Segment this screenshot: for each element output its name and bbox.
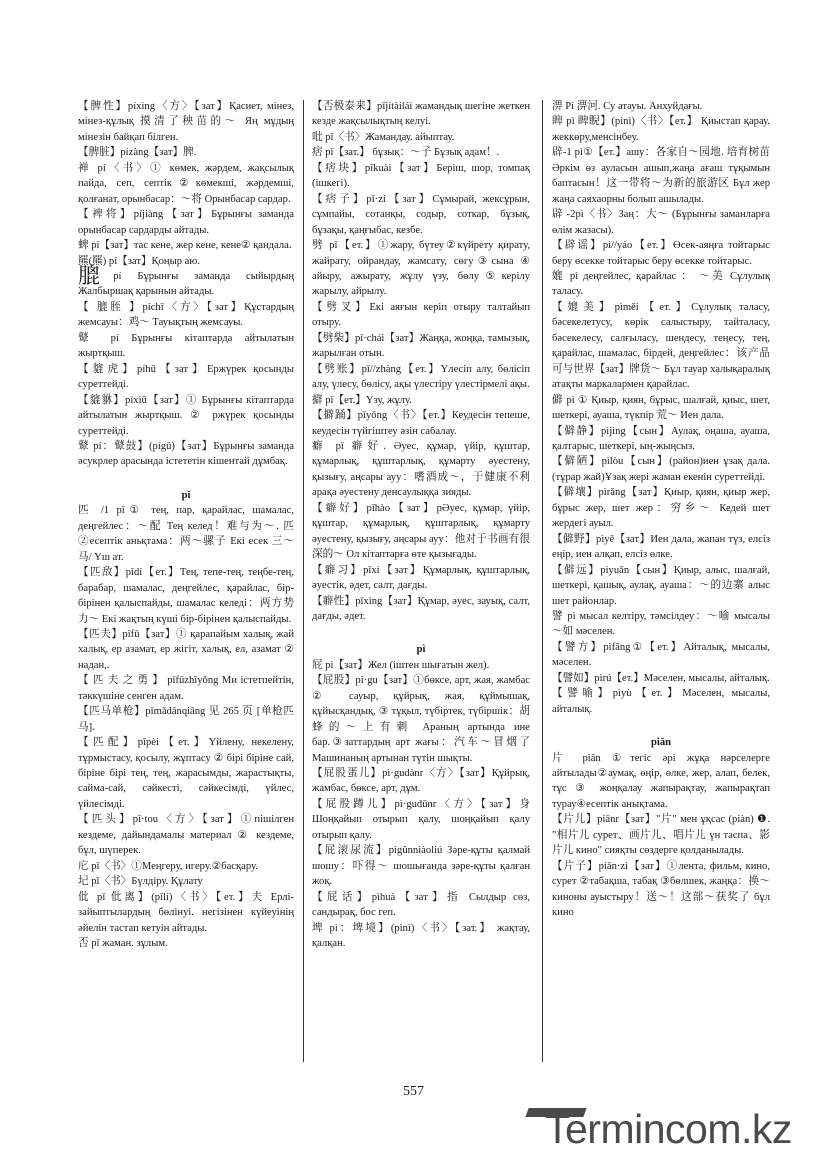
entry-text: 【痞子】pǐ·zi【зат】Сұмырай, жексұрын, сұмпайы, сотанқы, содыр, соткар, бұзық, бұзақы, қаңғыбас, кезбе. xyxy=(312,193,530,236)
entry-text: 吡 pǐ〈书〉Жамандау. айыптау. xyxy=(312,131,455,143)
dictionary-entry xyxy=(78,859,294,874)
entry-text: 譬 pì мысал келтіру, тәмсілдеу：～喻 мысалы ～如 мәселен. xyxy=(552,610,770,638)
entry-text: 【 匹 夫 之 勇 】 pǐfūzhīyǒng Ми істетпейтін, тәккүшіне сенген адам. xyxy=(78,675,294,702)
entry-text: 鼙 pí Бұрынғы кітаптарда айтылатын жыртқыш. xyxy=(78,332,294,360)
dictionary-entry xyxy=(78,207,294,238)
dictionary-entry xyxy=(552,207,770,238)
dictionary-entry xyxy=(552,114,770,145)
dictionary-entry xyxy=(552,99,770,114)
entry-text: 【否极泰来】pǐjítàilái жамандық шегіне жеткен кезде жақсылықтың келуі. xyxy=(312,101,530,128)
heading-spacer xyxy=(312,624,530,642)
entry-text: 擗 pǐ【ет.】Үзу, жұлу. xyxy=(312,394,412,406)
dictionary-entry xyxy=(78,145,294,160)
entry-text: 圮 pǐ〈书〉Бүлдіру. Құлату xyxy=(78,876,203,888)
entry-text: 【脾脏】pízàng【зат】脾. xyxy=(78,147,197,159)
entry-text: 【譬喻】pìyù【ет.】Мәселен, мысалы, айталық. xyxy=(552,688,770,715)
dictionary-entry xyxy=(552,238,770,269)
dictionary-entry xyxy=(78,439,294,470)
entry-text: 【貔貅】píxiū【зат】① Бұрынғы кітаптарда айтылатын жыртқыш. ② ржүрек қосынды суреттейді. xyxy=(78,394,294,437)
entry-text: 辟 -2pì〈书〉Заң：大～ (Бұрынғы заманларға өлім жазасы). xyxy=(552,209,770,236)
dictionary-entry xyxy=(78,735,294,812)
dictionary-entry xyxy=(312,890,530,921)
entry-text: 【匹敌】pǐdí【ет.】Тең, тепе-тең, теңбе-тең, барабар, шамалас, деңгейлес, қарайлас, бір-бірінен қалыспайды, шамалас келеді：两方势力～ Екі жақтың күші бір-бірінен қалыспайды. xyxy=(78,567,294,625)
dictionary-entry xyxy=(78,99,294,145)
entry-text: 片 piān ①тегіс әрі жұқа нәрселерге айтылады②аумақ, өңір, өлке, жер, алап, белек, тұс ③ жоңқалау жапырақтау, жапырақтап турау④есептік анықтама. xyxy=(552,752,770,810)
dictionary-entry xyxy=(312,130,530,145)
logo-text: Termincom.kz xyxy=(545,1106,792,1152)
entry-text: 【痞块】pǐkuài【зат】Беріш, шор, томпақ (ішкегі). xyxy=(312,162,530,190)
entry-text: 匹 /1 pǐ① тең, пар, қарайлас, шамалас, деңгейлес：～配 Тең келед！难与为～. 匹②есептік аньқтама：两～骡子 Екі есек 三～马/ Үш ат. xyxy=(78,505,294,563)
dictionary-entry xyxy=(312,161,530,192)
entry-text: 【擗踊】pǐyǒng〈书〉【ет.】Кеудесін тепеше, кеудесін түйгіштеу әзін сабалау. xyxy=(312,410,530,437)
entry-text: 【劈叉】Екі аяғын керіп отыру талтайып отыру. xyxy=(312,301,530,329)
entry-text: 僻 pì ① Қиыр, қиян, бұрыс, шалғай, қиыс, шет, шеткері, ауаша, түкпір 荒～ Иен дала. xyxy=(552,394,770,422)
page-number: 557 xyxy=(403,1084,424,1099)
dictionary-entry xyxy=(312,673,530,766)
dictionary-entry xyxy=(312,331,530,362)
entry-text: 【裨将】píjiàng【зат】Бұрынғы заманда орынбасар сардарды айтады. xyxy=(78,209,294,236)
dictionary-entry xyxy=(78,161,294,207)
dictionary-entry xyxy=(552,532,770,563)
entry-text: 【屁滚尿流】pìgǔnniàoliú Зәре-құты қалмай шошу：吓得～ шошығанда зәре-құты қалған жоқ. xyxy=(312,845,530,888)
dictionary-entry xyxy=(312,563,530,594)
entry-text: 蜱 pí【зат】тас кене, жер кене, кене② қандала. xyxy=(78,240,292,252)
entry-text: 癖 pǐ 癖好. Әуес, құмар, үйір, құштар, құмарлық, құштарлық, құмарту әуестену, қызығу, аңсары ауу：嗜酒成～，于健康不利 арақа әуестену денсаулыққа зияды. xyxy=(312,440,530,499)
dictionary-entry xyxy=(78,238,294,253)
section-heading: pì xyxy=(416,644,426,656)
dictionary-entry xyxy=(312,594,530,625)
dictionary-entry xyxy=(78,503,294,565)
entry-text: 【僻静】pìjìng【сын】Аулақ, оңаша, ауаша, қалтарыс, шеткері, ың-жыңсыз. xyxy=(552,425,770,452)
dictionary-entry xyxy=(312,658,530,673)
entry-text: 劈 pǐ【ет.】①жару, бүтеу②күйрету қирату, жайрату, ойрандау, жамсату, сөгу③сына ④ айыру, ажырату, жұлу үзу, бөлу⑤керілу жарылу, айрылу. xyxy=(312,240,530,298)
heading-spacer xyxy=(78,470,294,488)
dictionary-entry xyxy=(552,393,770,424)
entry-text: 屁 pì【зат】Жел (іштен шығатын жел). xyxy=(312,659,490,671)
dictionary-entry xyxy=(312,408,530,439)
entry-text: 【僻壤】pìrǎng【зат】Қиыр, қиян, қиыр жер, бұрыс жер, шет жер：穷乡～ Кедей шет жердегі ауыл. xyxy=(552,487,770,530)
entry-text: 【譬方】pìfāng①【ет.】Айталық, мысалы, мәселен. xyxy=(552,641,770,669)
dictionary-entry xyxy=(552,671,770,686)
dictionary-entry xyxy=(312,439,530,501)
entry-text: 【片儿】piānr【зат】"片" мен ұқсас (piàn) ❶. "相片儿 сурет、画片儿、唱片儿 үн таспа、影片儿 кино" сияқты сөздерге қолданылады. xyxy=(552,814,770,857)
entry-text: 【僻野】pìyě【зат】Иен дала, жапан түз, елсіз еңір, иен алқап, елсіз өлке. xyxy=(552,533,770,561)
entry-text: 【劈柴】pǐ·chái【зат】Жаңқа, жоңқа, тамызық, жарылған отын. xyxy=(312,332,530,360)
dictionary-entry xyxy=(312,362,530,393)
dictionary-entry xyxy=(78,300,294,331)
dictionary-entry xyxy=(312,766,530,797)
section-heading: pǐ xyxy=(181,489,191,501)
dictionary-entry xyxy=(552,640,770,671)
dictionary-entry xyxy=(312,192,530,238)
entry-text: 【匹马单枪】pǐmǎdānqiāng 见 265 页 [单枪匹马]. xyxy=(78,706,294,733)
entry-text: 【癖性】pǐxìng【зат】Құмар, әуес, зауық, салт, дағды, әдет. xyxy=(312,595,530,622)
entry-text: 睥 pì 睥睨】(pìnì)〈书〉【ет.】 Қиыстап қарау. жеккөру,менсінбеу. xyxy=(552,116,770,143)
dictionary-entry xyxy=(78,704,294,735)
dictionary-entry xyxy=(552,686,770,717)
entry-text: 【癖习】pǐxí【зат】Құмарлық, құштарлық, әуестік, әдет, салт, дағды. xyxy=(312,564,530,592)
entry-text: 【辟谣】pì//yáo【ет.】Өсек-аяңға тойтарыс беру өсекке тойтарыс беру өсекке тойтарыс. xyxy=(552,240,770,267)
entry-text: 淠 Pì 淠河. Су атауы. Анхуйдағы. xyxy=(552,101,703,112)
entry-text: 【屁股】pì·gu【зат】①бөксе, арт, жая, жамбас ② сауыр, құйрық, жая, құймышақ, құйысқандық, ③ тұқыл, түбіртек, түбіршік：胡蜂的～上有刺 Араның артында ине бар.③заттардың арт жағы：汽车～冒烟了 Машинаның артынан түтін шықты. xyxy=(312,675,530,764)
entry-text: 【劈账】pǐ//zhàng【ет.】Үлесіп алу, бөлісіп алу, үлесу, бөлісу, ақы үлестіру үлестірмелі ақы. xyxy=(312,363,530,391)
entry-text: 【脾性】píxìng〈方〉【зат】Қасиет, мінез, мінез-құлық 摸清了秧苗的～ Яң мұдың мінезін байқап білген. xyxy=(78,101,294,143)
entry-text: 【匹配】pǐpèi【ет.】Үйлену, некелену, тұрмыстасу, қосылу, жұптасу ② бірі біріне сай, біріне бірі тең, тең, жарасымды, жарастықты, сайма-сай, сәйкесті, сәйкесімді, үйлес, үйлесімді. xyxy=(78,737,294,810)
entry-text: 【譬如】pìrú【ет.】Мәселен, мысалы, айталық. xyxy=(552,672,770,684)
entry-text: 禅 pí〈书〉① көмек, жәрдем, жақсылық пайда, сеп, септік②көмекші, жәрдемші, қолғанат, орынбасар：～将 Орынбасар сардар. xyxy=(78,162,294,205)
dictionary-entry xyxy=(312,300,530,331)
dictionary-entry xyxy=(552,609,770,640)
entry-text: 【匹头】pǐ·tou〈方〉【зат】①пішілген кездеме, дайындамалы материал ② кездеме, бұл, шүперек. xyxy=(78,814,294,857)
dictionary-entry xyxy=(552,454,770,485)
dictionary-entry xyxy=(312,797,530,843)
heading-spacer xyxy=(552,717,770,735)
dictionary-entry xyxy=(312,843,530,889)
dictionary-entry xyxy=(78,565,294,627)
entry-text: 仳 pǐ 仳离】(pǐlí)〈书〉【ет.】夫 Ерлі-зайыптылардың бөлінуі. негізінен күйеуінің әйелін тастап кетуін айтады. xyxy=(78,891,294,934)
entry-text: 【癖好】pǐhào【зат】рӘуес, құмар, үйір, құштар, құмарлық, құштарлық, құмарту әуестену, қызығу, аңсары ауу：他对于书画有很深的～ Ол кітаптарға өте қызығады. xyxy=(312,502,530,561)
column-divider xyxy=(303,100,304,1062)
dictionary-entry xyxy=(312,99,530,130)
dictionary-entry xyxy=(78,673,294,704)
entry-text: pí Бұрынғы заманда сыйырдың Жалбыршақ қарынын айтады. xyxy=(78,270,294,298)
headword-glyph: 膍 xyxy=(78,263,114,289)
dictionary-entry xyxy=(78,812,294,858)
dictionary-entry xyxy=(78,331,294,362)
dictionary-entry xyxy=(78,627,294,673)
entry-text: 否 pǐ жаман. зұлым. xyxy=(78,938,168,950)
entry-text: 鼙 pí：鼙鼓】(pígǔ)【зат】Бұрынғы заманда әсукрлер арасында істететін кішентай дұмбақ. xyxy=(78,440,294,468)
entry-text: 辟-1 pì①【ет.】ашу：各家自～园地. 培育树苗 Әркім өз ауласын ашып,жаңа ағаш тұқымын баптасын！这一带将～为新的旅游区 Бұл жер жаңа саяхаорны болып ашылады. xyxy=(552,147,770,205)
dictionary-entry xyxy=(552,859,770,921)
entry-text: 【 膍胵 】píchī〈方〉【зат】Құстардың жемсауы：鸡～ Тауықтың жемсауы. xyxy=(78,301,294,329)
dictionary-entry xyxy=(312,501,530,563)
entry-text: 媲 pì деңгейлес, қарайлас ： ～美 Сұлулық таласу. xyxy=(552,270,770,298)
dictionary-entry xyxy=(552,300,770,393)
dictionary-entry xyxy=(78,874,294,889)
column-left xyxy=(78,99,294,951)
column-right xyxy=(552,99,770,921)
dictionary-entry xyxy=(552,812,770,858)
dictionary-entry xyxy=(312,393,530,408)
entry-text: 埤 pì：埤境】(pìnì)〈书〉【зат.】 жақтау, қалқан. xyxy=(312,922,530,950)
dictionary-entry xyxy=(78,890,294,936)
dictionary-entry xyxy=(552,563,770,609)
dictionary-entry xyxy=(552,751,770,813)
entry-text: 羆(羆) pí【зат】Қоңыр аю. xyxy=(78,255,200,267)
entry-text: 【屁股蛋儿】pì·gudànr〈方〉【зат】Құйрық, жамбас, бөксе, арт, дұм. xyxy=(312,768,530,795)
dictionary-entry xyxy=(78,362,294,393)
dictionary-entry xyxy=(78,936,294,951)
dictionary-entry xyxy=(78,263,294,300)
column-divider xyxy=(542,100,543,1062)
entry-text: 【貔虎】píhǔ【зат】Ержүрек қосынды суреттейді. xyxy=(78,363,294,391)
dictionary-entry xyxy=(312,145,530,160)
entry-text: 【屁话】pìhuà【зат】指 Сылдыр сөз, сандырақ, бос геп. xyxy=(312,891,530,919)
dictionary-entry xyxy=(552,424,770,455)
entry-text: 【片子】piān·zi【зат】①лента, фильм, кино, сурет ②табақша, табақ ③бөлшек, жаңқа：换～ киноны ауыстыру！送～！这部～获奖了 бұл кино xyxy=(552,860,770,919)
site-logo xyxy=(527,1100,827,1160)
dictionary-entry xyxy=(312,238,530,300)
dictionary-entry xyxy=(552,145,770,207)
entry-text: 【僻陋】pìlòu【сын】(район)иен ұзақ дала. (тұрар жай)Ұзақ жері жаман екенін суреттейді. xyxy=(552,456,770,483)
dictionary-entry xyxy=(312,921,530,952)
dictionary-entry xyxy=(552,269,770,300)
entry-text: 【屁股蹲儿】pì·gudūnr〈方〉【зат】身 Шоңқайып отырып қалу, шоңқайып қалу отырып қалу. xyxy=(312,798,530,841)
dictionary-entry xyxy=(78,393,294,439)
section-heading: piān xyxy=(650,737,672,749)
entry-text: 【匹夫】pǐfū【зат】① қарапайым халық, жай халық, ер азамат, ер жігіт, халық, ел, азамат ② надан,. xyxy=(78,628,294,671)
entry-text: 【媲美】pìměi【ет.】Сұлулық таласу, бәсекелетусу, көрік салыстыру, тайталасу, бәсекелесу, салғыласу, шендесу, теңесу, тең, қарайлас, шамалас, бірдей, деңгейлес：该产品可与世界【зат】牌货～ Бұл тауар халықаралық атақты маркалармен қарайлас. xyxy=(552,301,770,391)
column-middle xyxy=(312,99,530,951)
entry-text: 痞 pǐ【зат.】 бұзық：～子 Бұзық адам！. xyxy=(312,147,500,159)
entry-text: 【僻远】pìyuǎn【сын】Қиыр, алыс, шалғай, шеткері, қашық, аулақ, ауаша：～的边寨 алыс шет районлар. xyxy=(552,564,770,607)
dictionary-entry xyxy=(552,485,770,531)
entry-text: 庀 pǐ〈书〉①Меңгеру, игеру.②басқару. xyxy=(78,860,258,872)
